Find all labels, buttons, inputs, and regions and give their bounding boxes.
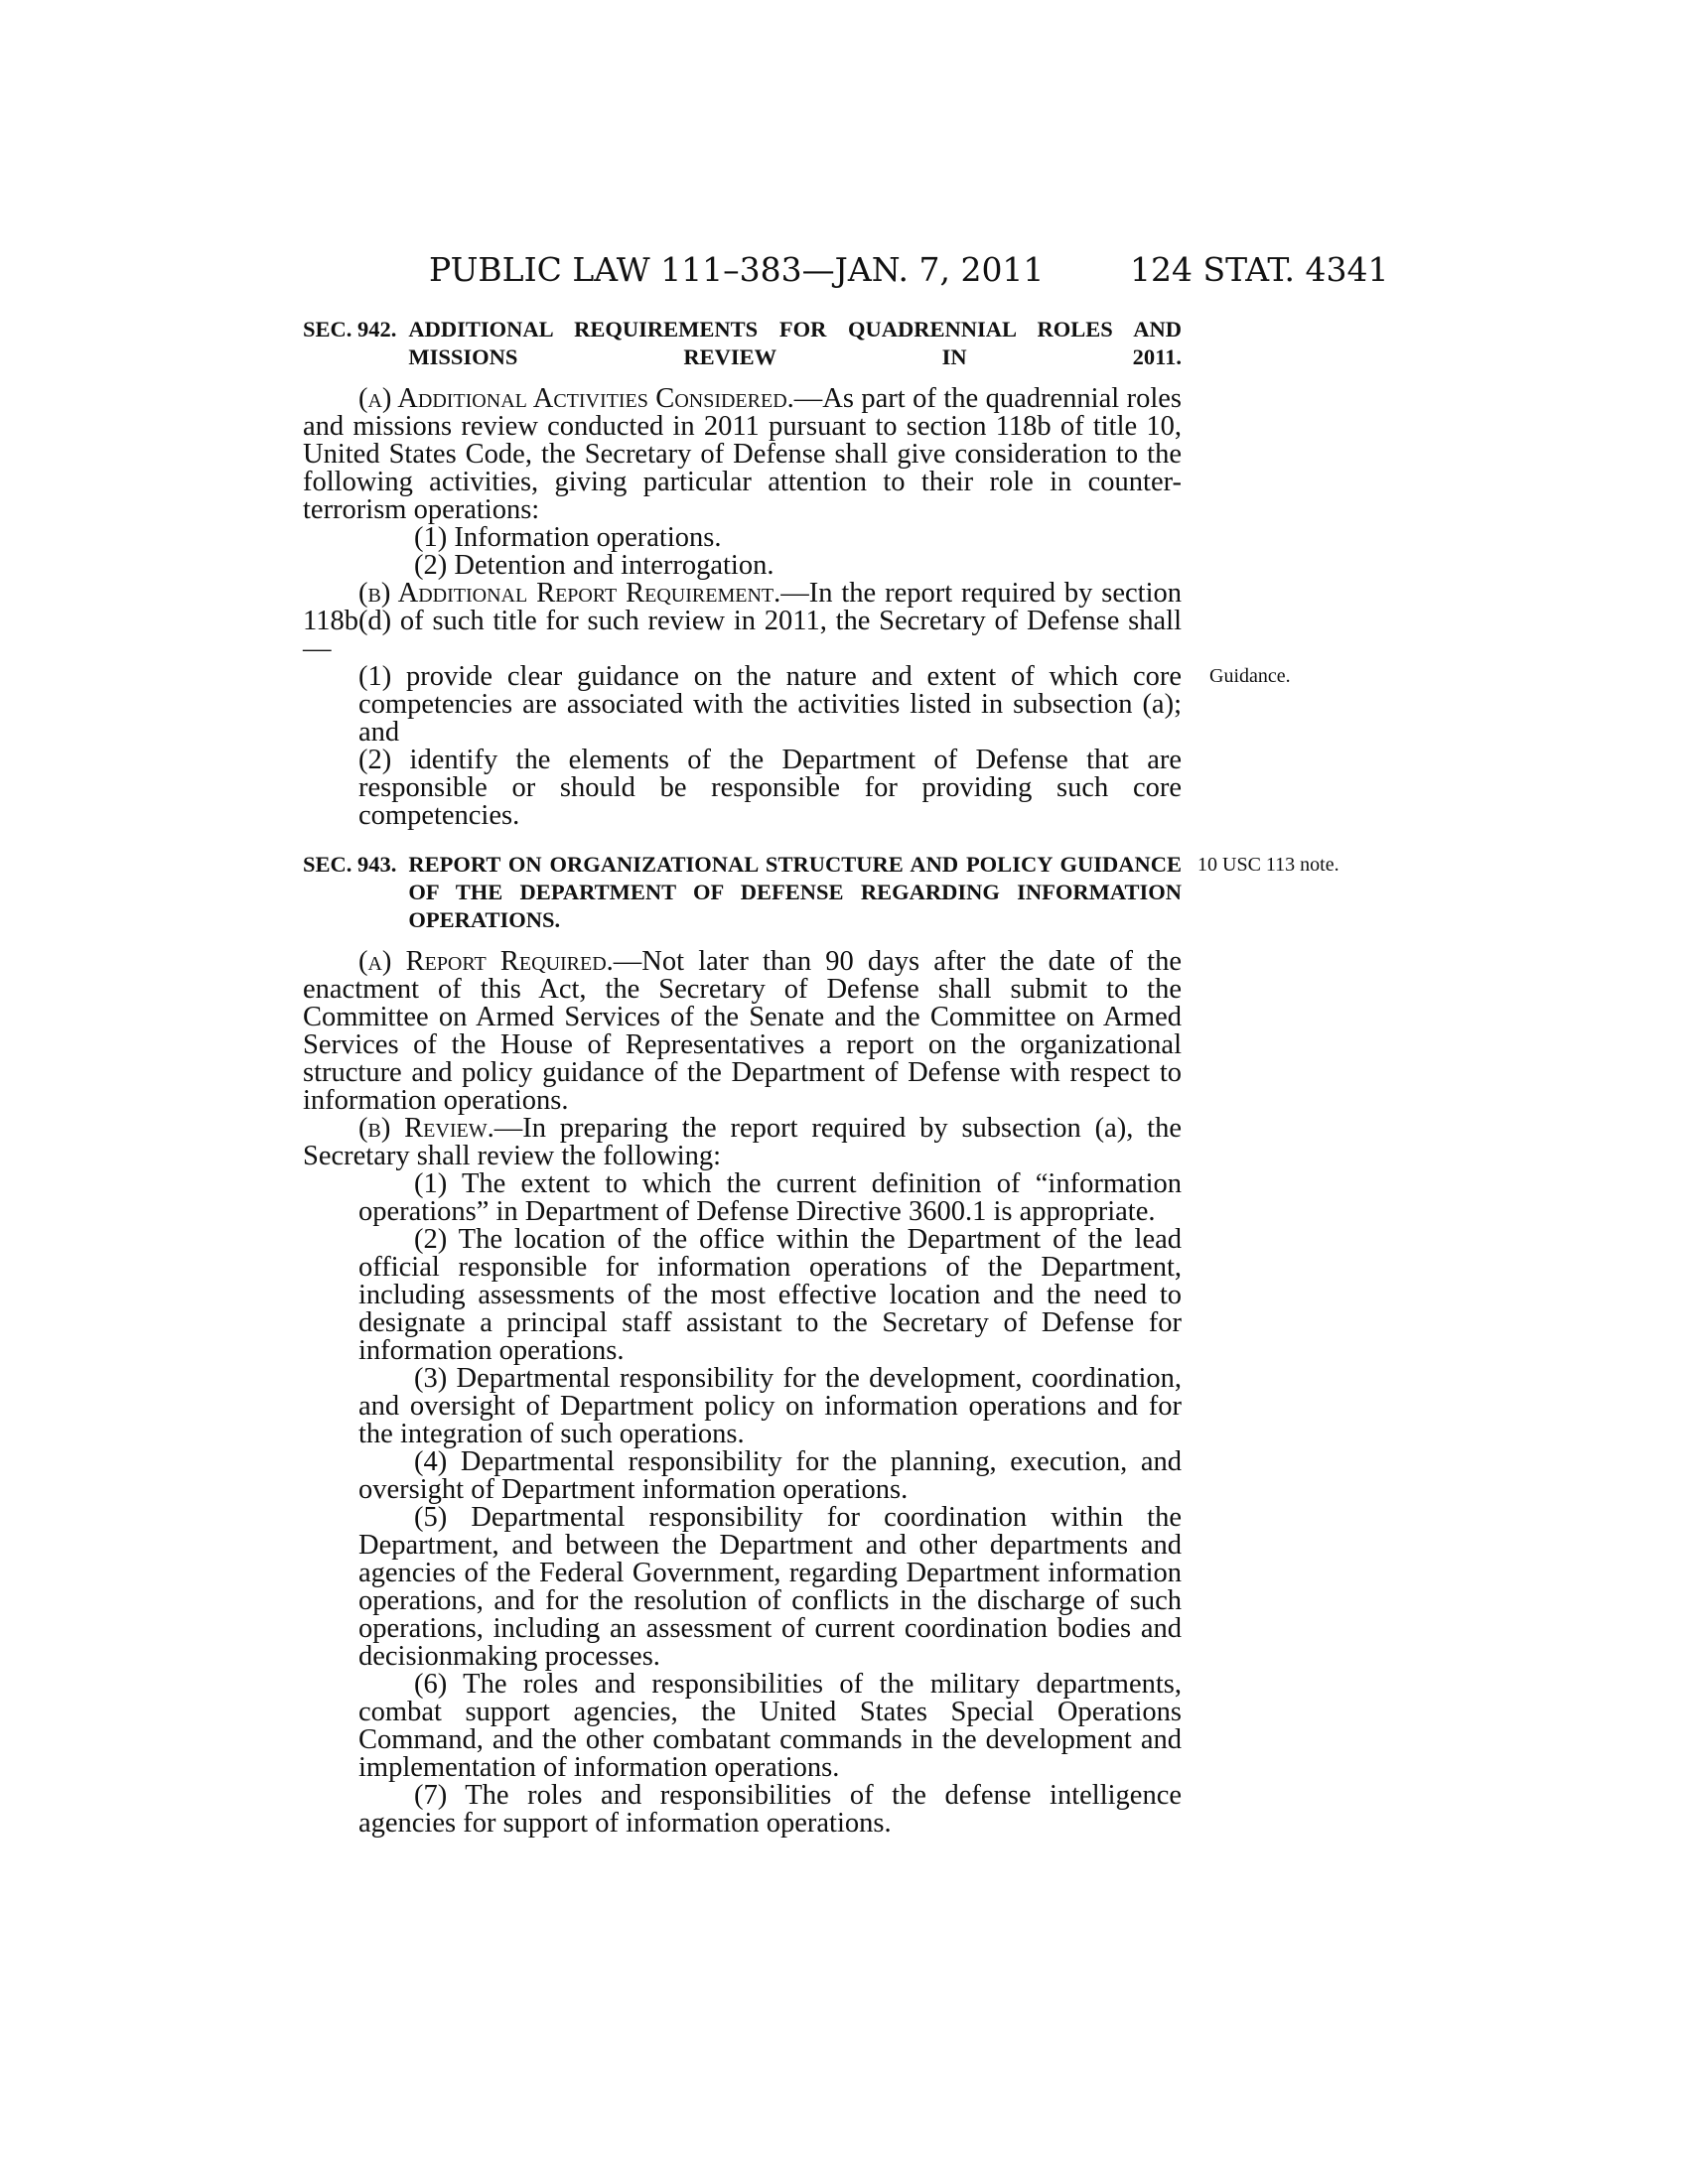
list-item: (6) The roles and responsibilities of the military departments, combat support agencies, the United States Special Operations Command, and the other combatant commands in the development and implementation of information operations. <box>358 1669 1182 1783</box>
margin-note-guidance: Guidance. <box>1209 665 1291 687</box>
subsection-b-text: —In preparing the report required by subsection (a), the Secretary shall review the following: <box>303 1113 1182 1171</box>
section-942-subsection-a <box>303 385 1182 524</box>
subsection-b-heading: (b) Additional Report Requirement. <box>358 578 781 609</box>
section-942-number: SEC. 942. <box>303 317 397 341</box>
section-943-heading <box>303 851 1182 934</box>
list-item: (5) Departmental responsibility for coordination within the Department, and between the Department and other departments and agencies of the Federal Government, regarding Department information operations, and for the resolution of conflicts in the discharge of such operations, including an assessment of current coordination bodies and decisionmaking processes. <box>358 1502 1182 1672</box>
list-item: (2) identify the elements of the Department of Defense that are responsible or should be responsible for providing such core competencies. <box>358 745 1182 831</box>
subsection-a-text: —As part of the quadrennial roles and missions review conducted in 2011 pursuant to section 118b of title 10, United States Code, the Secretary of Defense shall give consideration to the following activities, giving particular attention to their role in counter-terrorism operations: <box>303 383 1183 525</box>
section-943-subsection-a <box>303 948 1182 1115</box>
running-header-left: PUBLIC LAW 111–383—JAN. 7, 2011 <box>429 250 1045 289</box>
section-943 <box>303 851 1182 1838</box>
subsection-a-heading: (a) Report Required. <box>358 946 614 977</box>
list-item: (7) The roles and responsibilities of the defense intelligence agencies for support of information operations. <box>358 1780 1182 1839</box>
list-item: (1) Information operations. <box>414 522 722 553</box>
list-item: (2) The location of the office within the Department of the lead official responsible for information operations of the Department, including assessments of the most effective location and the need to designate a principal staff assistant to the Secretary of Defense for information operations. <box>358 1224 1182 1366</box>
list-item: (4) Departmental responsibility for the planning, execution, and oversight of Department information operations. <box>358 1446 1182 1505</box>
section-943-title: REPORT ON ORGANIZATIONAL STRUCTURE AND POLICY GUIDANCE OF THE DEPARTMENT OF DEFENSE REGARDING INFORMATION OPERATIONS. <box>408 852 1182 932</box>
section-942-heading <box>303 316 1182 371</box>
list-item: (3) Departmental responsibility for the development, coordination, and oversight of Department policy on information operations and for the integration of such operations. <box>358 1363 1182 1449</box>
section-942-title: ADDITIONAL REQUIREMENTS FOR QUADRENNIAL ROLES AND MISSIONS REVIEW IN 2011. <box>408 317 1182 369</box>
section-942-subsection-b <box>303 580 1182 663</box>
margin-note-usc: 10 USC 113 note. <box>1197 854 1339 876</box>
list-item: (1) The extent to which the current definition of “information operations” in Department of Defense Directive 3600.1 is appropriate. <box>358 1168 1182 1227</box>
running-header-right: 124 STAT. 4341 <box>1130 250 1389 289</box>
list-item: (1) provide clear guidance on the nature and extent of which core competencies are associated with the activities listed in subsection (a); and <box>358 661 1182 748</box>
section-943-subsection-b <box>303 1115 1182 1170</box>
subsection-a-heading: (a) Additional Activities Considered. <box>358 383 794 414</box>
section-942 <box>303 316 1182 830</box>
list-item: (2) Detention and interrogation. <box>414 550 774 581</box>
section-943-number: SEC. 943. <box>303 852 397 877</box>
subsection-a-text: —Not later than 90 days after the date of the enactment of this Act, the Secretary of Defense shall submit to the Committee on Armed Services of the Senate and the Committee on Armed Services of the House of Representatives a report on the organizational structure and policy guidance of the Department of Defense with respect to information operations. <box>303 946 1182 1116</box>
subsection-b-heading: (b) Review. <box>358 1113 494 1144</box>
subsection-b-text: —In the report required by section 118b(d) of such title for such review in 2011, the Secretary of Defense shall— <box>303 578 1182 664</box>
